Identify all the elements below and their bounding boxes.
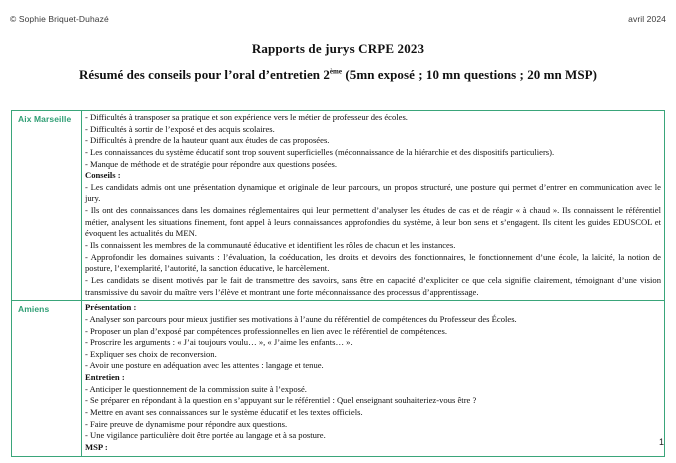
advice-line: - Approfondir les domaines suivants : l’évaluation, la coéducation, les droits et devoirs des fonctionnaires, le fonctionnement d’une école, la laïcité, la notion de posture, l’exemplarité, l’autorité, la sanction éducative, le harcèlement. xyxy=(85,251,661,274)
advice-line: - Difficultés à sortir de l’exposé et des acquis scolaires. xyxy=(85,123,275,134)
advice-line: - Les candidats se disent motivés par le fait de transmettre des savoirs, sans être en capacité d’expliciter ce que cela signifie clairement, témoignant d’une vision transmissive du savoir du maître vers l’élève et montrant une forte méconnaissance des processus d’apprentissage. xyxy=(85,274,661,297)
document-date: avril 2024 xyxy=(628,14,666,24)
advice-line: - Proscrire les arguments : « J’ai toujours voulu… », « J’aime les enfants… ». xyxy=(85,337,353,348)
advice-line: - Une vigilance particulière doit être portée au langage et à sa posture. xyxy=(85,430,326,441)
advice-line: - Mettre en avant ses connaissances sur le système éducatif et les textes officiels. xyxy=(85,407,363,418)
section-heading: Présentation : xyxy=(85,302,137,313)
advice-line: - Les connaissances du système éducatif sont trop souvent superficielles (méconnaissance de la hiérarchie et des dispositifs particuliers). xyxy=(85,146,555,157)
advice-line: - Faire preuve de dynamisme pour répondre aux questions. xyxy=(85,418,288,429)
subtitle-text-after: (5mn exposé ; 10 mn questions ; 20 mn MSP) xyxy=(342,67,598,83)
table-row xyxy=(12,301,665,456)
advice-line: - Se préparer en répondant à la question en s’appuyant sur le référentiel : Quel enseignant souhaiteriez-vous être ? xyxy=(85,395,477,406)
advice-content-cell xyxy=(82,301,665,456)
section-heading: Entretien : xyxy=(85,372,125,383)
advice-line: - Difficultés à transposer sa pratique et son expérience vers le métier de professeur des écoles. xyxy=(85,112,408,122)
academy-name-cell: Amiens xyxy=(12,301,82,456)
page-subtitle xyxy=(0,68,676,82)
advice-line: - Avoir une posture en adéquation avec les attentes : langage et tenue. xyxy=(85,360,324,371)
academy-name-cell: Aix Marseille xyxy=(12,111,82,301)
advice-content-cell xyxy=(82,111,665,301)
table-row xyxy=(12,111,665,301)
running-head xyxy=(10,14,666,28)
advice-line: - Analyser son parcours pour mieux justifier ses motivations à l’aune du référentiel de compétences du Professeur des Écoles. xyxy=(85,313,517,324)
advice-line: - Expliquer ses choix de reconversion. xyxy=(85,348,217,359)
jury-reports-table xyxy=(11,110,665,457)
page-number: 1 xyxy=(658,437,664,447)
advice-line: - Les candidats admis ont une présentation dynamique et originale de leur parcours, un propos structuré, une posture qui permet d’entrer en communication avec le jury. xyxy=(85,181,661,204)
page-title: Rapports de jurys CRPE 2023 xyxy=(251,41,425,56)
advice-line: - Manque de méthode et de stratégie pour répondre aux questions posées. xyxy=(85,158,338,169)
subtitle-text-before: Résumé des conseils pour l’oral d’entretien 2 xyxy=(78,67,330,83)
section-heading: MSP : xyxy=(85,441,108,452)
advice-line: - Anticiper le questionnement de la commission suite à l’exposé. xyxy=(85,383,307,394)
author-copyright: © Sophie Briquet-Duhazé xyxy=(10,14,109,24)
advice-line: - Ils connaissent les membres de la communauté éducative et identifient les rôles de chacun et les instances. xyxy=(85,240,456,251)
subtitle-ordinal-suffix: ème xyxy=(329,67,343,76)
advice-line: - Difficultés à prendre de la hauteur quant aux études de cas proposées. xyxy=(85,135,330,146)
advice-line: - Ils ont des connaissances dans les domaines réglementaires qui leur permettent d’analyser les études de cas et de réagir « à chaud ». Ils connaissent le référentiel métier, analysent les situations finement, font appel à leurs connaissances approfondies du système, à leur bon sens et s’engagent. Ils citent les guides EDUSCOL et évoquent les actualités du MEN. xyxy=(85,205,661,239)
title-block xyxy=(0,42,676,83)
section-heading: Conseils : xyxy=(85,170,121,181)
table-body xyxy=(12,111,665,457)
advice-line: - Proposer un plan d’exposé par compétences professionnelles en lien avec le référentiel de compétences. xyxy=(85,325,447,336)
